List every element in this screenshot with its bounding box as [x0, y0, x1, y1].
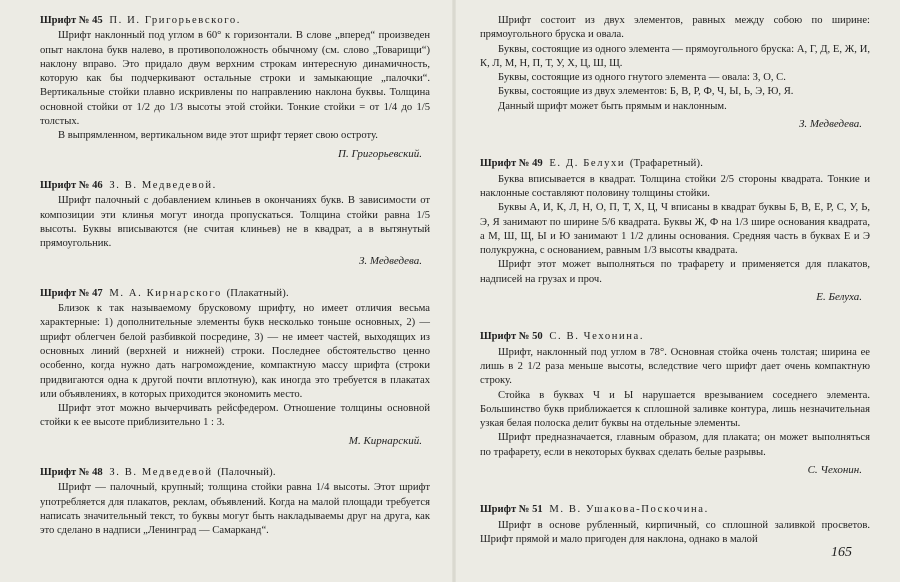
font-author: З. В. Медведевой [109, 467, 213, 479]
signature: Е. Белуха. [816, 291, 862, 304]
book-spine [452, 0, 456, 582]
font-number: Шрифт № 46 [40, 179, 103, 191]
paragraph: Буквы, состоящие из одного гнутого элемента — овала: З, О, С. [498, 72, 786, 84]
paragraph: В выпрямленном, вертикальном виде этот шрифт теряет свою остроту. [58, 130, 378, 142]
paragraph: Шрифт в основе рубленный, кирпичный, со сплошной заливкой просветов. Шрифт прямой и мало пригоден для наклона, однако в малой [480, 519, 870, 545]
page-number: 165 [831, 545, 852, 560]
entry-heading [40, 14, 430, 28]
entry-heading [40, 287, 430, 301]
paragraph: Близок к так называемому брусковому шрифту, но имеет отличия весьма характерные: 1) дополнительные элементы букв несколько тоньше основных, 2) — шрифт облегчен белой разбивкой посредине, 3) — не имеет частей, выходящих из основных линий (верхней и нижней) строки. Последнее обстоятельство ценно особенно, когда нужно дать нагромождение, компактную массу шрифта (строки придвигаются одна к другой почти вплотную), как иногда это требуется в плакатах или объявлениях, в которых приходится экономить место. [40, 303, 430, 400]
paragraph: Шрифт, наклонный под углом в 78°. Основная стойка очень толстая; ширина ее лишь в 2 1/2 раза меньше высоты, вследствие чего шрифт дает очень компактную строку. [480, 346, 870, 387]
paragraph: Шрифт — палочный, крупный; толщина стойки равна 1/4 высоты. Этот шрифт употребляется для плакатов, реклам, объявлений. Когда на малой площади требуется написать значительный текст, то буквы могут быть накладываемы друг на друга, как это сделано в надписи „Ленинград — Самарканд“. [40, 482, 430, 537]
paragraph: Буквы А, И, К, Л, Н, О, П, Т, Х, Ц, Ч вписаны в квадрат буквы Б, В, Е, Р, С, У, Ь, Э, Я занимают по ширине 5/6 квадрата. Буквы Ж, Ф на 1/3 шире основания квадрата, а М, Ш, Щ, Ы и Ю занимают 1 1/2 длины основания. Средняя часть в буквах Е и Э полукружна, с основанием, равным 1/3 высоты квадрата. [480, 202, 870, 257]
paragraph: Шрифт этот может выполняться по трафарету и применяется для плакатов, надписей на грузах и проч. [480, 259, 870, 285]
left-column [40, 14, 430, 555]
right-column [480, 14, 870, 563]
paragraph: Буквы, состоящие из двух элементов: Б, В, Р, Ф, Ч, Ы, Ь, Э, Ю, Я. [498, 86, 794, 98]
paragraph: Стойка в буквах Ч и Ы нарушается врезыванием соседнего элемента. Большинство букв приближается к сплошной заливке контура, лишь незначительная узкая белая полоска делит буквы на отдельные элементы. [480, 389, 870, 430]
font-number: Шрифт № 45 [40, 15, 103, 26]
font-subtitle: (Палочный). [217, 467, 276, 479]
entry-45 [40, 14, 430, 161]
signature: П. Григорьевский. [338, 147, 422, 160]
font-author: М. В. Ушакова-Поскочина. [549, 504, 709, 516]
entry-heading [480, 157, 870, 171]
entry-heading [480, 503, 870, 517]
font-author: П. И. Григорьевского. [109, 15, 242, 26]
font-author: З. В. Медведевой. [109, 179, 217, 191]
paragraph: Шрифт этот можно вычерчивать рейсфедером. Отношение толщины основной стойки к ее высоте приблизительно 1 : 3. [40, 403, 430, 429]
paragraph: Шрифт состоит из двух элементов, равных между собою по ширине: прямоугольного бруска и овала. [480, 15, 870, 41]
paragraph: Буква вписывается в квадрат. Толщина стойки 2/5 стороны квадрата. Тонкие и наклонные составляют половину толщины стойки. [480, 173, 870, 199]
entry-49 [480, 157, 870, 304]
font-number: Шрифт № 49 [480, 158, 543, 170]
font-author: М. А. Кирнарского [109, 287, 222, 299]
entry-48-continued [480, 14, 870, 131]
paragraph: Шрифт предназначается, главным образом, для плаката; он может выполняться по трафарету, если в некоторых буквах сделать белые разрывы. [480, 432, 870, 458]
paragraph: Шрифт наклонный под углом в 60° к горизонтали. В слове „вперед“ произведен опыт наклона букв налево, в противоположность обычному (см. слово „Товарищи“) наклону вправо. Это придало двум верхним строкам интересную динамичность, которую как бы подчеркивают остальные строки и замыкающие „палочки“. Вертикальные стойки плавно искривлены по направлению наклона буквы. Толщина основной стойки от 1/2 до 1/3 высоты этой стойки. Тонкие стойки = от 1/4 до 1/5 толстых. [40, 30, 430, 128]
entry-46 [40, 179, 430, 269]
signature: З. Медведева. [798, 118, 862, 131]
font-number: Шрифт № 50 [480, 331, 543, 343]
paragraph: Данный шрифт может быть прямым и наклонным. [498, 100, 727, 112]
font-number: Шрифт № 48 [40, 467, 103, 479]
signature: С. Чехонин. [807, 464, 862, 477]
font-author: Е. Д. Белухи [549, 158, 626, 170]
entry-48 [40, 466, 430, 538]
font-subtitle: (Плакатный). [226, 287, 289, 299]
entry-50 [480, 330, 870, 477]
entry-heading [480, 330, 870, 344]
paragraph: Шрифт палочный с добавлением клиньев в окончаниях букв. В зависимости от композиции эти клинья могут иногда пропускаться. Толщина стойки равна 1/5 высоты. Буквы вписываются (не считая клиньев) не в квадрат, а в вытянутый прямоугольник. [40, 195, 430, 250]
paragraph: Буквы, состоящие из одного элемента — прямоугольного бруска: А, Г, Д, Е, Ж, И, К, Л, М, Н, П, Т, У, Х, Ц, Ш, Щ. [480, 43, 870, 69]
entry-47 [40, 287, 430, 448]
font-subtitle: (Трафаретный). [629, 158, 704, 170]
entry-heading [40, 179, 430, 193]
font-author: С. В. Чехонина. [549, 331, 645, 343]
signature: З. Медведева. [358, 255, 422, 268]
entry-heading [40, 466, 430, 480]
font-number: Шрифт № 47 [40, 287, 103, 299]
signature: М. Кирнарский. [348, 434, 422, 447]
font-number: Шрифт № 51 [480, 504, 543, 516]
entry-51 [480, 503, 870, 547]
